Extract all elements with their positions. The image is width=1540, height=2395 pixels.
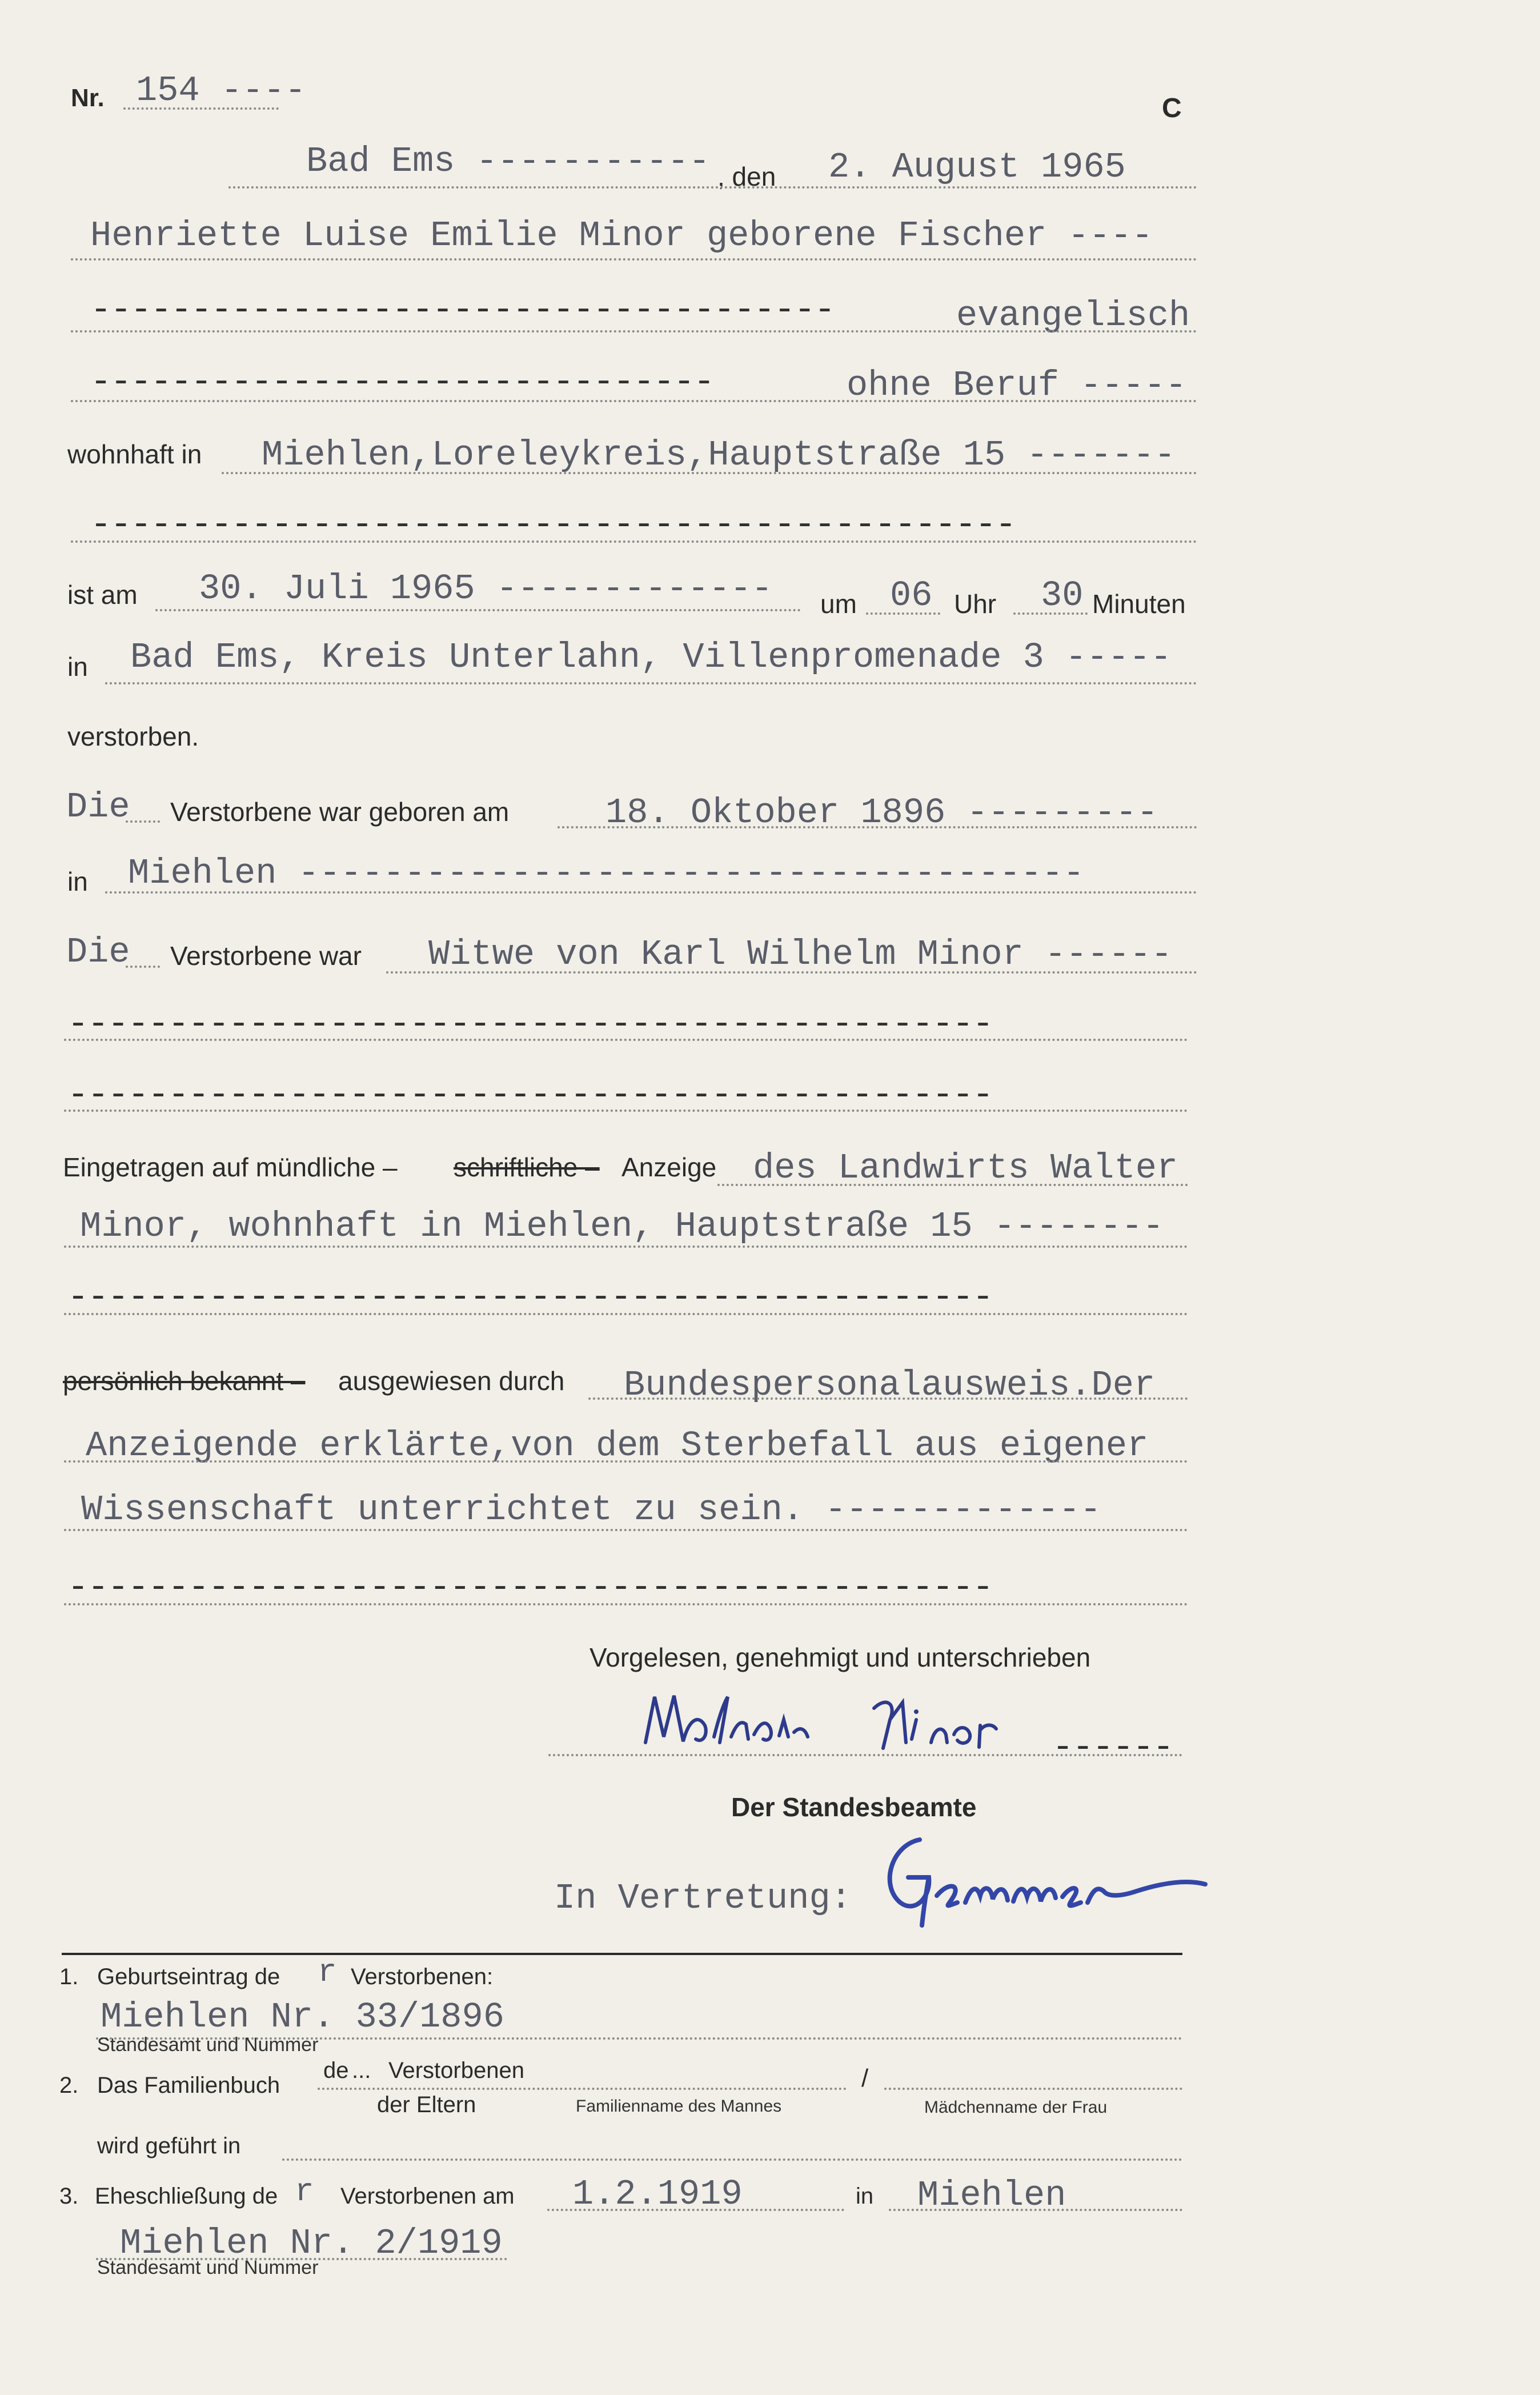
note-2-de: de: [323, 2058, 349, 2083]
note-2-verstorbenen: Verstorbenen: [388, 2058, 524, 2083]
death-hour: 06: [890, 575, 933, 616]
rule: [558, 826, 1197, 828]
rule: [71, 330, 1197, 333]
death-minutes: 30: [1041, 575, 1084, 616]
signature-dash-fill: ------: [1052, 1727, 1173, 1768]
identification-text-1: Bundespersonalausweis.Der: [624, 1365, 1156, 1405]
dash-fill: ----------------------------------------------: [90, 504, 1016, 545]
informant-signature: [634, 1680, 1045, 1771]
record-number: 154 ----: [136, 70, 306, 111]
den-label: , den: [717, 162, 776, 191]
note-2-eltern: der Eltern: [377, 2092, 476, 2117]
note-3-value: Miehlen Nr. 2/1919: [120, 2223, 503, 2264]
dash-fill: -------------------------------------: [90, 290, 835, 330]
corner-letter: C: [1162, 93, 1182, 123]
record-date: 2. August 1965: [828, 147, 1126, 187]
rule: [1013, 612, 1088, 615]
die-typed: Die: [66, 932, 130, 972]
note-1-typed-r: r: [318, 1954, 337, 1991]
note-3-number: 3.: [59, 2184, 79, 2209]
note-3-label-2: Verstorbenen am: [340, 2184, 515, 2209]
rule: [228, 186, 1197, 189]
registration-struck-text: schriftliche –: [454, 1152, 600, 1182]
residence: Miehlen,Loreleykreis,Hauptstraße 15 -------: [262, 435, 1176, 475]
note-2-label: Das Familienbuch: [97, 2073, 280, 2098]
note-2-caption-wife: Mädchenname der Frau: [924, 2098, 1108, 2117]
rule: [884, 2088, 1182, 2090]
birth-date: 18. Oktober 1896 ---------: [605, 792, 1158, 833]
identification-label: ausgewiesen durch: [338, 1366, 565, 1396]
uhr-label: Uhr: [954, 589, 997, 619]
minuten-label: Minuten: [1092, 589, 1186, 619]
dash-fill: ----------------------------------------------: [67, 1075, 993, 1115]
rule: [64, 1603, 1188, 1605]
rule: [126, 820, 160, 823]
rule: [64, 1245, 1188, 1248]
place-of-record: Bad Ems -----------: [306, 141, 710, 182]
rule: [123, 107, 279, 110]
identification-struck-text: persönlich bekannt –: [63, 1366, 306, 1396]
registration-label-end: Anzeige: [621, 1152, 717, 1182]
registration-text-1: des Landwirts Walter: [753, 1148, 1178, 1188]
note-2-label-2: wird geführt in: [97, 2133, 241, 2158]
registrar-label: Der Standesbeamte: [731, 1792, 977, 1822]
birth-label: Verstorbene war geboren am: [170, 797, 510, 827]
note-3-place: Miehlen: [917, 2175, 1066, 2216]
rule: [64, 1039, 1188, 1041]
rule: [547, 2209, 844, 2211]
rule: [889, 2209, 1182, 2211]
rule: [64, 1110, 1188, 1112]
nr-label: Nr.: [71, 84, 105, 112]
dash-fill: ----------------------------------------------: [67, 1277, 993, 1317]
ist-am-label: ist am: [67, 580, 138, 610]
deceased-name: Henriette Luise Emilie Minor geborene Fischer ----: [90, 215, 1153, 256]
rule: [717, 1184, 1188, 1186]
note-3-label: Eheschließung de: [95, 2184, 278, 2209]
registration-text-2: Minor, wohnhaft in Miehlen, Hauptstraße 15 --------: [80, 1206, 1164, 1247]
in-label: in: [67, 652, 88, 682]
um-label: um: [820, 589, 857, 619]
note-1-label-2: Verstorbenen:: [351, 1964, 494, 1989]
rule: [866, 612, 940, 615]
rule: [64, 1460, 1188, 1463]
note-2-slash: /: [861, 2064, 869, 2092]
residence-label: wohnhaft in: [67, 439, 202, 469]
rule: [318, 2088, 847, 2090]
rule: [64, 1529, 1188, 1531]
note-2-caption-husband: Familienname des Mannes: [576, 2097, 782, 2116]
note-3-caption: Standesamt und Nummer: [97, 2257, 319, 2278]
rule: [71, 258, 1197, 261]
note-3-date: 1.2.1919: [572, 2174, 743, 2214]
die-typed: Die: [66, 787, 130, 827]
identification-text-2: Anzeigende erklärte,von dem Sterbefall aus eigener: [86, 1425, 1149, 1466]
death-place: Bad Ems, Kreis Unterlahn, Villenpromenade 3 -----: [130, 637, 1172, 678]
birth-in-label: in: [67, 867, 88, 896]
note-3-in: in: [856, 2184, 874, 2209]
rule: [64, 1313, 1188, 1315]
dash-fill: ----------------------------------------------: [67, 1567, 993, 1608]
section-divider: [62, 1953, 1182, 1955]
verstorben-label: verstorben.: [67, 722, 199, 751]
note-1-number: 1.: [59, 1964, 79, 1989]
occupation: ohne Beruf -----: [847, 365, 1187, 406]
rule: [155, 609, 801, 611]
rule: [126, 966, 160, 968]
note-3-typed-r: r: [295, 2173, 314, 2210]
rule: [548, 1754, 1182, 1756]
marital-status: Witwe von Karl Wilhelm Minor ------: [428, 934, 1173, 975]
rule: [222, 472, 1197, 474]
rule: [386, 971, 1197, 974]
note-2-dots: ...: [352, 2058, 371, 2083]
birth-place: Miehlen -------------------------------------: [128, 853, 1085, 894]
identification-text-3: Wissenschaft unterrichtet zu sein. -------------: [81, 1489, 1101, 1530]
registration-label: Eingetragen auf mündliche –: [63, 1152, 398, 1182]
rule: [282, 2158, 1182, 2161]
read-approved-signed-label: Vorgelesen, genehmigt und unterschrieben: [589, 1643, 1091, 1672]
religion: evangelisch: [956, 295, 1190, 336]
dash-fill: ----------------------------------------------: [67, 1004, 993, 1044]
rule: [588, 1397, 1188, 1400]
dash-fill: -------------------------------: [90, 362, 714, 402]
rule: [71, 400, 1197, 402]
registrar-signature: [868, 1823, 1222, 1937]
rule: [105, 682, 1197, 684]
note-2-number: 2.: [59, 2073, 79, 2098]
note-1-caption: Standesamt und Nummer: [97, 2034, 319, 2056]
deputy-label: In Vertretung:: [554, 1878, 852, 1919]
rule: [105, 891, 1197, 894]
marital-label: Verstorbene war: [170, 941, 362, 971]
death-date: 30. Juli 1965 -------------: [199, 568, 773, 609]
note-1-value: Miehlen Nr. 33/1896: [101, 1997, 504, 2037]
rule: [71, 540, 1197, 543]
note-1-label: Geburtseintrag de: [97, 1964, 280, 1989]
